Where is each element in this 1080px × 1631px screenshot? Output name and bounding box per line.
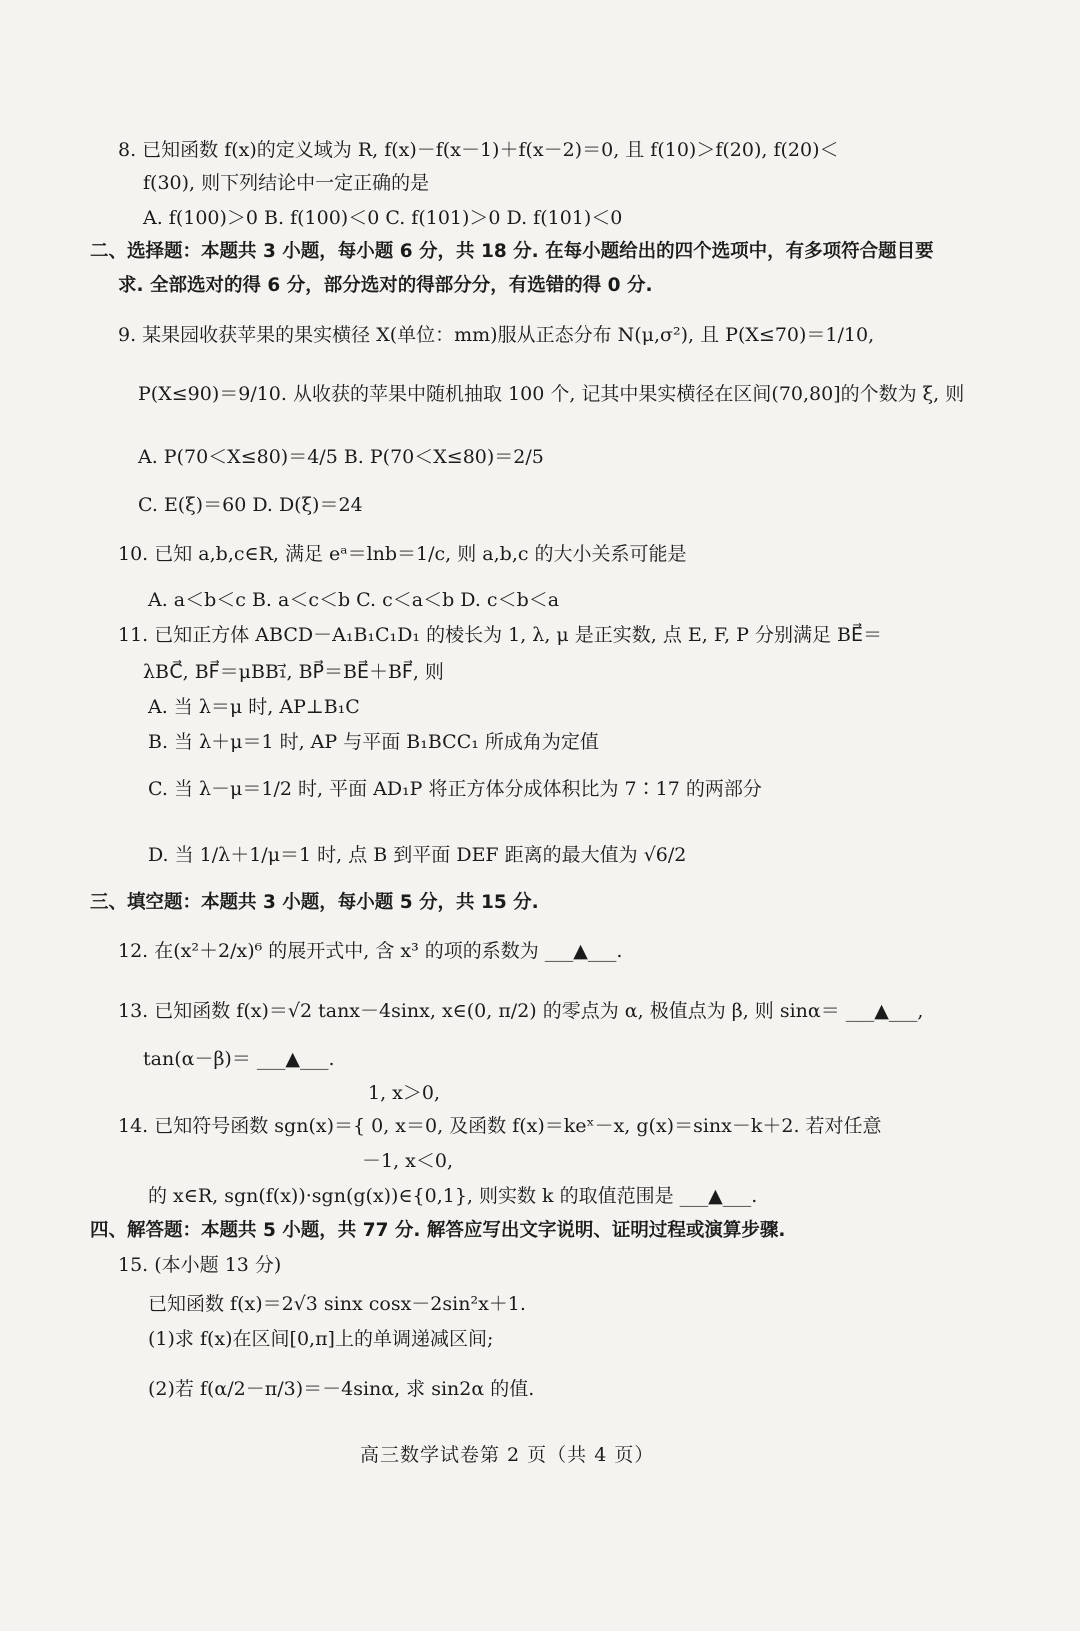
q8-stem-line-1: 8. 已知函数 f(x)的定义域为 R, f(x)－f(x－1)＋f(x－2)＝0, 且 f(10)＞f(20), f(20)＜ — [118, 139, 839, 161]
q11-option-a: A. 当 λ＝μ 时, AP⊥B₁C — [148, 696, 360, 718]
section-2-heading: 二、选择题：本题共 3 小题，每小题 6 分，共 18 分. 在每小题给出的四个选项中，有多项符合题目要 — [90, 241, 934, 262]
q9-stem-line-2: P(X≤90)＝9/10. 从收获的苹果中随机抽取 100 个, 记其中果实横径在区间(70,80]的个数为 ξ, 则 — [138, 383, 965, 405]
q14-case-1: 1, x＞0, — [368, 1082, 441, 1104]
q14-line-1: 14. 已知符号函数 sgn(x)＝{ 0, x＝0, 及函数 f(x)＝keˣ－x, g(x)＝sinx－k＋2. 若对任意 — [118, 1115, 882, 1137]
q13-line-2: tan(α－β)＝ ___▲___. — [143, 1048, 335, 1070]
q12: 12. 在(x²＋2/x)⁶ 的展开式中, 含 x³ 的项的系数为 ___▲___. — [118, 940, 623, 962]
q11-option-d: D. 当 1/λ＋1/μ＝1 时, 点 B 到平面 DEF 距离的最大值为 √6/2 — [148, 844, 687, 866]
q15-stem: 已知函数 f(x)＝2√3 sinx cosx－2sin²x＋1. — [148, 1293, 526, 1315]
q10-options: A. a＜b＜c B. a＜c＜b C. c＜a＜b D. c＜b＜a — [148, 589, 560, 611]
q11-stem-line-1: 11. 已知正方体 ABCD－A₁B₁C₁D₁ 的棱长为 1, λ, μ 是正实数, 点 E, F, P 分别满足 BE⃗＝ — [118, 624, 882, 646]
q8-options: A. f(100)＞0 B. f(100)＜0 C. f(101)＞0 D. f(101)＜0 — [143, 207, 623, 229]
q15-part-2: (2)若 f(α/2－π/3)＝－4sinα, 求 sin2α 的值. — [148, 1378, 535, 1400]
section-4-heading: 四、解答题：本题共 5 小题，共 77 分. 解答应写出文字说明、证明过程或演算步骤. — [90, 1220, 786, 1241]
q10-stem: 10. 已知 a,b,c∈R, 满足 eᵃ＝lnb＝1/c, 则 a,b,c 的大小关系可能是 — [118, 543, 687, 565]
q14-case-3: －1, x＜0, — [362, 1150, 454, 1172]
q11-option-b: B. 当 λ＋μ＝1 时, AP 与平面 B₁BCC₁ 所成角为定值 — [148, 731, 599, 753]
q8-stem-line-2: f(30), 则下列结论中一定正确的是 — [143, 172, 430, 194]
q9-options-cd: C. E(ξ)＝60 D. D(ξ)＝24 — [138, 494, 363, 516]
section-2-instructions: 求. 全部选对的得 6 分，部分选对的得部分分，有选错的得 0 分. — [118, 275, 653, 296]
q9-options-ab: A. P(70＜X≤80)＝4/5 B. P(70＜X≤80)＝2/5 — [138, 446, 544, 468]
q14-line-2: 的 x∈R, sgn(f(x))·sgn(g(x))∈{0,1}, 则实数 k 的取值范围是 ___▲___. — [148, 1185, 758, 1207]
q11-stem-line-2: λBC⃗, BF⃗＝μBB₁⃗, BP⃗＝BE⃗＋BF⃗, 则 — [143, 661, 444, 683]
q15-part-1: (1)求 f(x)在区间[0,π]上的单调递减区间; — [148, 1328, 494, 1350]
q11-option-c: C. 当 λ－μ＝1/2 时, 平面 AD₁P 将正方体分成体积比为 7∶17 的两部分 — [148, 778, 762, 800]
section-3-heading: 三、填空题：本题共 3 小题，每小题 5 分，共 15 分. — [90, 892, 539, 913]
q15-title: 15. (本小题 13 分) — [118, 1254, 282, 1276]
q9-stem-line-1: 9. 某果园收获苹果的果实横径 X(单位：mm)服从正态分布 N(μ,σ²), 且 P(X≤70)＝1/10, — [118, 324, 875, 346]
q13-line-1: 13. 已知函数 f(x)＝√2 tanx－4sinx, x∈(0, π/2) 的零点为 α, 极值点为 β, 则 sinα＝ ___▲___, — [118, 1000, 924, 1022]
page-footer: 高三数学试卷第 2 页（共 4 页） — [360, 1444, 655, 1466]
